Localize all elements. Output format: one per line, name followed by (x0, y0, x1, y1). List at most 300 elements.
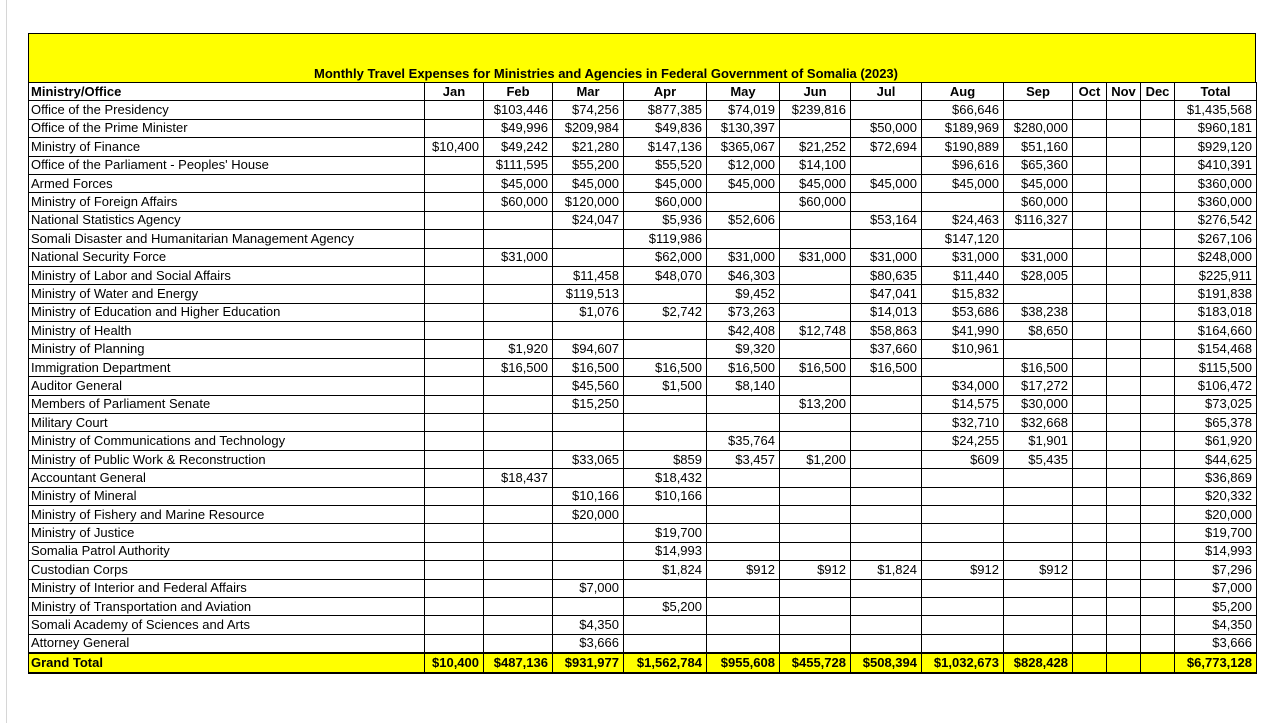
month-cell (1107, 414, 1141, 432)
month-cell (1141, 101, 1175, 119)
month-cell (1107, 230, 1141, 248)
month-cell (707, 230, 780, 248)
month-cell (425, 193, 484, 211)
table-row (29, 634, 1257, 653)
row-total: $1,435,568 (1175, 101, 1257, 119)
month-cell (553, 561, 624, 579)
month-cell (484, 303, 553, 321)
row-total: $267,106 (1175, 230, 1257, 248)
office-name: Ministry of Labor and Social Affairs (29, 266, 425, 284)
month-cell: $1,076 (553, 303, 624, 321)
month-cell (553, 230, 624, 248)
month-cell: $14,100 (780, 156, 851, 174)
month-cell (851, 579, 922, 597)
month-cell (780, 524, 851, 542)
title-banner (28, 33, 1256, 82)
row-total: $3,666 (1175, 634, 1257, 653)
month-cell: $24,255 (922, 432, 1004, 450)
month-cell (553, 469, 624, 487)
month-cell: $21,252 (780, 138, 851, 156)
month-cell (780, 469, 851, 487)
month-cell: $120,000 (553, 193, 624, 211)
month-cell: $9,320 (707, 340, 780, 358)
month-cell (484, 230, 553, 248)
table-row (29, 303, 1257, 321)
month-cell (553, 524, 624, 542)
month-cell (1073, 174, 1107, 192)
month-cell (851, 469, 922, 487)
month-cell (1073, 193, 1107, 211)
month-cell (922, 597, 1004, 615)
month-cell (624, 579, 707, 597)
office-name: Ministry of Water and Energy (29, 285, 425, 303)
month-cell: $147,120 (922, 230, 1004, 248)
month-cell: $190,889 (922, 138, 1004, 156)
office-name: Ministry of Interior and Federal Affairs (29, 579, 425, 597)
month-cell (624, 322, 707, 340)
month-cell (780, 487, 851, 505)
month-cell (624, 634, 707, 653)
month-cell (1141, 653, 1175, 672)
grand-total-label: Grand Total (29, 653, 425, 672)
month-cell: $74,256 (553, 101, 624, 119)
month-cell (1073, 487, 1107, 505)
month-cell: $10,961 (922, 340, 1004, 358)
office-name: Ministry of Planning (29, 340, 425, 358)
month-cell (1107, 634, 1141, 653)
month-cell (780, 340, 851, 358)
month-cell (1141, 505, 1175, 523)
month-cell: $189,969 (922, 119, 1004, 137)
month-cell (922, 579, 1004, 597)
month-cell (425, 579, 484, 597)
month-cell (780, 597, 851, 615)
month-cell: $45,000 (624, 174, 707, 192)
month-cell: $96,616 (922, 156, 1004, 174)
month-cell: $20,000 (553, 505, 624, 523)
month-cell: $365,067 (707, 138, 780, 156)
month-cell (1107, 542, 1141, 560)
month-cell (1107, 138, 1141, 156)
month-cell: $45,000 (780, 174, 851, 192)
month-cell (425, 230, 484, 248)
month-cell (922, 524, 1004, 542)
header-total: Total (1175, 83, 1257, 101)
month-cell (1107, 450, 1141, 468)
month-cell: $1,562,784 (624, 653, 707, 672)
month-cell: $130,397 (707, 119, 780, 137)
month-cell (1107, 156, 1141, 174)
month-cell (922, 634, 1004, 653)
month-cell (1073, 119, 1107, 137)
month-cell (1073, 101, 1107, 119)
month-cell: $45,000 (851, 174, 922, 192)
header-month: Aug (922, 83, 1004, 101)
header-month: Sep (1004, 83, 1073, 101)
month-cell: $14,575 (922, 395, 1004, 413)
month-cell (425, 156, 484, 174)
table-row (29, 579, 1257, 597)
month-cell: $34,000 (922, 377, 1004, 395)
month-cell (851, 432, 922, 450)
month-cell (922, 358, 1004, 376)
month-cell (851, 505, 922, 523)
month-cell: $859 (624, 450, 707, 468)
month-cell: $3,666 (553, 634, 624, 653)
header-month: Jan (425, 83, 484, 101)
row-total: $106,472 (1175, 377, 1257, 395)
month-cell (1141, 395, 1175, 413)
month-cell: $16,500 (484, 358, 553, 376)
row-total: $73,025 (1175, 395, 1257, 413)
grand-total-row (29, 653, 1257, 672)
month-cell (780, 119, 851, 137)
month-cell (425, 285, 484, 303)
row-total: $7,296 (1175, 561, 1257, 579)
month-cell: $1,500 (624, 377, 707, 395)
month-cell (1141, 432, 1175, 450)
header-month: Jun (780, 83, 851, 101)
month-cell (484, 634, 553, 653)
table-row (29, 358, 1257, 376)
table-row (29, 414, 1257, 432)
month-cell (851, 230, 922, 248)
month-cell: $10,400 (425, 138, 484, 156)
month-cell (1107, 395, 1141, 413)
month-cell (484, 266, 553, 284)
month-cell (1107, 358, 1141, 376)
header-month: Dec (1141, 83, 1175, 101)
table-row (29, 101, 1257, 119)
month-cell: $73,263 (707, 303, 780, 321)
month-cell: $508,394 (851, 653, 922, 672)
month-cell (484, 432, 553, 450)
office-name: Ministry of Communications and Technology (29, 432, 425, 450)
month-cell (1107, 340, 1141, 358)
month-cell (1107, 487, 1141, 505)
table-row (29, 285, 1257, 303)
month-cell: $877,385 (624, 101, 707, 119)
month-cell (1141, 230, 1175, 248)
month-cell: $487,136 (484, 653, 553, 672)
month-cell (707, 579, 780, 597)
month-cell (1141, 542, 1175, 560)
spreadsheet (28, 33, 1256, 674)
month-cell: $1,824 (624, 561, 707, 579)
row-total: $929,120 (1175, 138, 1257, 156)
month-cell: $74,019 (707, 101, 780, 119)
month-cell (1107, 524, 1141, 542)
month-cell (1073, 597, 1107, 615)
month-cell (1141, 524, 1175, 542)
row-total: $5,200 (1175, 597, 1257, 615)
month-cell (707, 505, 780, 523)
month-cell (425, 377, 484, 395)
office-name: Ministry of Transportation and Aviation (29, 597, 425, 615)
month-cell: $60,000 (780, 193, 851, 211)
month-cell: $62,000 (624, 248, 707, 266)
month-cell (425, 524, 484, 542)
month-cell (1073, 322, 1107, 340)
month-cell (780, 542, 851, 560)
row-total: $360,000 (1175, 193, 1257, 211)
month-cell: $31,000 (484, 248, 553, 266)
month-cell (1141, 358, 1175, 376)
month-cell (1073, 266, 1107, 284)
month-cell: $1,200 (780, 450, 851, 468)
month-cell: $52,606 (707, 211, 780, 229)
month-cell: $16,500 (1004, 358, 1073, 376)
grand-total-value: $6,773,128 (1175, 653, 1257, 672)
month-cell: $5,936 (624, 211, 707, 229)
month-cell (624, 616, 707, 634)
month-cell: $4,350 (553, 616, 624, 634)
month-cell (1107, 266, 1141, 284)
month-cell (1107, 248, 1141, 266)
month-cell: $1,901 (1004, 432, 1073, 450)
month-cell (1004, 505, 1073, 523)
month-cell (851, 634, 922, 653)
month-cell: $17,272 (1004, 377, 1073, 395)
month-cell: $111,595 (484, 156, 553, 174)
month-cell (1141, 597, 1175, 615)
month-cell (425, 266, 484, 284)
month-cell: $51,160 (1004, 138, 1073, 156)
table-row (29, 395, 1257, 413)
row-total: $360,000 (1175, 174, 1257, 192)
office-name: Somalia Patrol Authority (29, 542, 425, 560)
office-name: Attorney General (29, 634, 425, 653)
month-cell: $45,000 (484, 174, 553, 192)
month-cell (1107, 377, 1141, 395)
month-cell (780, 211, 851, 229)
month-cell (1073, 653, 1107, 672)
table-row (29, 340, 1257, 358)
month-cell: $1,824 (851, 561, 922, 579)
month-cell: $1,032,673 (922, 653, 1004, 672)
month-cell (1107, 432, 1141, 450)
month-cell (707, 395, 780, 413)
office-name: Immigration Department (29, 358, 425, 376)
month-cell: $11,440 (922, 266, 1004, 284)
table-row (29, 561, 1257, 579)
month-cell: $1,920 (484, 340, 553, 358)
row-total: $7,000 (1175, 579, 1257, 597)
month-cell: $455,728 (780, 653, 851, 672)
month-cell: $116,327 (1004, 211, 1073, 229)
month-cell (624, 432, 707, 450)
month-cell (1004, 469, 1073, 487)
month-cell: $13,200 (780, 395, 851, 413)
month-cell (425, 561, 484, 579)
month-cell (425, 211, 484, 229)
month-cell (1073, 542, 1107, 560)
month-cell: $45,000 (707, 174, 780, 192)
month-cell: $24,047 (553, 211, 624, 229)
month-cell (624, 414, 707, 432)
month-cell: $9,452 (707, 285, 780, 303)
month-cell (1141, 487, 1175, 505)
month-cell (1073, 579, 1107, 597)
month-cell: $45,000 (553, 174, 624, 192)
month-cell (425, 340, 484, 358)
row-total: $20,000 (1175, 505, 1257, 523)
month-cell: $48,070 (624, 266, 707, 284)
month-cell: $209,984 (553, 119, 624, 137)
office-name: Somali Academy of Sciences and Arts (29, 616, 425, 634)
header-month: Jul (851, 83, 922, 101)
row-total: $225,911 (1175, 266, 1257, 284)
month-cell: $66,646 (922, 101, 1004, 119)
month-cell: $5,200 (624, 597, 707, 615)
row-total: $191,838 (1175, 285, 1257, 303)
month-cell (484, 561, 553, 579)
month-cell (1141, 303, 1175, 321)
month-cell: $31,000 (851, 248, 922, 266)
month-cell (851, 414, 922, 432)
office-name: National Security Force (29, 248, 425, 266)
month-cell (1073, 395, 1107, 413)
month-cell: $53,686 (922, 303, 1004, 321)
month-cell (1141, 340, 1175, 358)
office-name: Military Court (29, 414, 425, 432)
month-cell: $239,816 (780, 101, 851, 119)
month-cell: $16,500 (553, 358, 624, 376)
table-row (29, 469, 1257, 487)
office-name: Ministry of Fishery and Marine Resource (29, 505, 425, 523)
month-cell (1073, 524, 1107, 542)
header-row (29, 83, 1257, 101)
month-cell: $12,748 (780, 322, 851, 340)
month-cell (1004, 524, 1073, 542)
month-cell (1004, 340, 1073, 358)
header-month: May (707, 83, 780, 101)
month-cell (484, 524, 553, 542)
month-cell (624, 395, 707, 413)
month-cell (1141, 119, 1175, 137)
month-cell (484, 395, 553, 413)
month-cell (1073, 248, 1107, 266)
office-name: National Statistics Agency (29, 211, 425, 229)
row-total: $248,000 (1175, 248, 1257, 266)
row-total: $164,660 (1175, 322, 1257, 340)
month-cell: $58,863 (851, 322, 922, 340)
month-cell (484, 414, 553, 432)
month-cell: $3,457 (707, 450, 780, 468)
month-cell: $32,710 (922, 414, 1004, 432)
month-cell (851, 542, 922, 560)
month-cell: $55,520 (624, 156, 707, 174)
month-cell (922, 616, 1004, 634)
month-cell: $53,164 (851, 211, 922, 229)
table-row (29, 248, 1257, 266)
header-office: Ministry/Office (29, 83, 425, 101)
month-cell: $147,136 (624, 138, 707, 156)
month-cell (1004, 101, 1073, 119)
month-cell (780, 579, 851, 597)
header-month: Mar (553, 83, 624, 101)
month-cell (707, 542, 780, 560)
month-cell (1107, 101, 1141, 119)
month-cell (1107, 653, 1141, 672)
month-cell (1107, 285, 1141, 303)
month-cell (780, 432, 851, 450)
month-cell (624, 285, 707, 303)
table-row (29, 616, 1257, 634)
month-cell (707, 487, 780, 505)
month-cell: $32,668 (1004, 414, 1073, 432)
month-cell (484, 211, 553, 229)
month-cell (1141, 579, 1175, 597)
month-cell (707, 634, 780, 653)
month-cell (851, 101, 922, 119)
month-cell: $931,977 (553, 653, 624, 672)
table-row (29, 193, 1257, 211)
month-cell: $50,000 (851, 119, 922, 137)
month-cell (425, 322, 484, 340)
month-cell (1141, 414, 1175, 432)
month-cell (707, 414, 780, 432)
month-cell (1141, 285, 1175, 303)
month-cell (484, 450, 553, 468)
month-cell: $16,500 (624, 358, 707, 376)
month-cell: $31,000 (780, 248, 851, 266)
month-cell (425, 358, 484, 376)
month-cell (922, 487, 1004, 505)
month-cell: $35,764 (707, 432, 780, 450)
month-cell (1073, 561, 1107, 579)
month-cell (425, 248, 484, 266)
month-cell (553, 542, 624, 560)
row-total: $276,542 (1175, 211, 1257, 229)
office-name: Accountant General (29, 469, 425, 487)
table-row (29, 542, 1257, 560)
month-cell (1107, 322, 1141, 340)
month-cell: $21,280 (553, 138, 624, 156)
month-cell: $11,458 (553, 266, 624, 284)
month-cell: $38,238 (1004, 303, 1073, 321)
month-cell (1141, 561, 1175, 579)
month-cell: $7,000 (553, 579, 624, 597)
month-cell: $55,200 (553, 156, 624, 174)
month-cell: $16,500 (707, 358, 780, 376)
office-name: Ministry of Finance (29, 138, 425, 156)
row-total: $61,920 (1175, 432, 1257, 450)
table-row (29, 450, 1257, 468)
month-cell (1004, 285, 1073, 303)
month-cell (707, 469, 780, 487)
table-row (29, 432, 1257, 450)
month-cell (1004, 230, 1073, 248)
office-name: Ministry of Foreign Affairs (29, 193, 425, 211)
month-cell: $31,000 (707, 248, 780, 266)
row-total: $19,700 (1175, 524, 1257, 542)
table-row (29, 266, 1257, 284)
month-cell (1141, 634, 1175, 653)
month-cell: $828,428 (1004, 653, 1073, 672)
header-month: Nov (1107, 83, 1141, 101)
month-cell (851, 450, 922, 468)
month-cell (1107, 174, 1141, 192)
month-cell (425, 395, 484, 413)
month-cell (1073, 156, 1107, 174)
month-cell: $103,446 (484, 101, 553, 119)
office-name: Members of Parliament Senate (29, 395, 425, 413)
month-cell (1073, 634, 1107, 653)
month-cell (1107, 119, 1141, 137)
month-cell: $8,140 (707, 377, 780, 395)
office-name: Ministry of Health (29, 322, 425, 340)
